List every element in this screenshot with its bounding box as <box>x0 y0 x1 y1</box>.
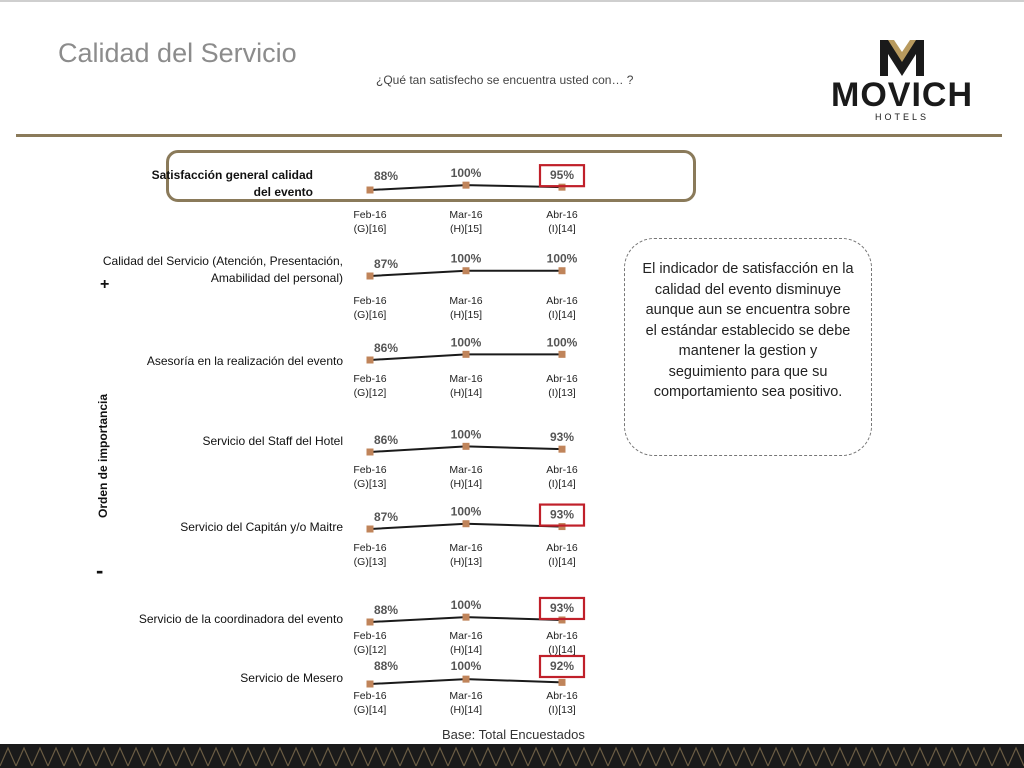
data-label: 88% <box>374 659 399 673</box>
x-tick-sublabel: (I)[14] <box>548 309 576 321</box>
data-label: 100% <box>546 335 578 350</box>
data-point <box>367 449 374 456</box>
data-point <box>559 679 566 686</box>
row-label-text: Satisfacción general calidad del evento <box>151 168 313 199</box>
data-point <box>463 443 470 450</box>
data-label: 100% <box>546 251 578 266</box>
x-tick-label: Abr-16 <box>546 209 578 221</box>
x-tick-label: Mar-16 <box>449 630 483 642</box>
x-tick-label: Abr-16 <box>546 630 578 642</box>
x-tick-sublabel: (G)[16] <box>353 309 387 321</box>
data-point <box>463 351 470 358</box>
data-point <box>559 446 566 453</box>
data-label: 86% <box>374 341 399 355</box>
x-tick-sublabel: (H)[15] <box>449 309 483 321</box>
x-tick-sublabel: (H)[15] <box>449 223 483 235</box>
x-tick-sublabel: (I)[13] <box>548 704 576 716</box>
x-tick-sublabel: (I)[14] <box>548 478 576 490</box>
data-label: 100% <box>450 166 482 181</box>
row-label-text: Calidad del Servicio (Atención, Presentación, Amabilidad del personal) <box>102 254 343 285</box>
page-subtitle: ¿Qué tan satisfecho se encuentra usted con… ? <box>376 73 634 87</box>
data-point <box>367 357 374 364</box>
row-label-text: Servicio del Staff del Hotel <box>202 434 343 448</box>
axis-label-orden: Orden de importancia <box>96 393 110 518</box>
data-point <box>367 187 374 194</box>
data-label: 95% <box>549 168 575 183</box>
logo-subtext: HOTELS <box>874 112 930 122</box>
x-tick-sublabel: (H)[14] <box>449 644 483 656</box>
x-tick-sublabel: (G)[12] <box>353 644 387 656</box>
x-tick-label: Mar-16 <box>449 690 483 702</box>
x-tick-sublabel: (G)[14] <box>353 704 387 716</box>
page-title: Calidad del Servicio <box>58 38 297 68</box>
x-tick-sublabel: (I)[14] <box>548 223 576 235</box>
data-point <box>559 351 566 358</box>
x-tick-label: Feb-16 <box>353 295 387 307</box>
x-tick-label: Feb-16 <box>353 630 387 642</box>
x-tick-label: Abr-16 <box>546 690 578 702</box>
data-point <box>463 267 470 274</box>
x-tick-sublabel: (I)[14] <box>548 644 576 656</box>
x-tick-label: Mar-16 <box>449 295 483 307</box>
data-point <box>367 273 374 280</box>
data-point <box>463 676 470 683</box>
data-point <box>559 267 566 274</box>
x-tick-label: Mar-16 <box>449 373 483 385</box>
data-point <box>463 182 470 189</box>
x-tick-label: Abr-16 <box>546 295 578 307</box>
data-label: 100% <box>450 335 482 350</box>
x-tick-sublabel: (G)[12] <box>353 387 387 399</box>
data-label: 100% <box>450 598 482 613</box>
x-tick-label: Abr-16 <box>546 542 578 554</box>
data-label: 88% <box>374 603 399 617</box>
x-tick-label: Feb-16 <box>353 690 387 702</box>
x-tick-label: Feb-16 <box>353 373 387 385</box>
bottom-pattern-band <box>0 744 1024 768</box>
x-tick-label: Feb-16 <box>353 209 387 221</box>
x-tick-sublabel: (H)[14] <box>449 478 483 490</box>
data-label: 100% <box>450 659 482 673</box>
plus-sign: + <box>100 276 110 293</box>
x-tick-label: Mar-16 <box>449 464 483 476</box>
x-tick-label: Abr-16 <box>546 464 578 476</box>
data-point <box>367 526 374 533</box>
row-label-text: Servicio de Mesero <box>240 671 343 685</box>
data-label: 92% <box>549 659 575 673</box>
data-label: 100% <box>450 251 482 266</box>
x-tick-sublabel: (G)[13] <box>353 556 387 568</box>
data-label: 87% <box>374 510 399 524</box>
minus-sign: - <box>96 558 104 583</box>
x-tick-label: Feb-16 <box>353 542 387 554</box>
logo-text: MOVICH <box>831 76 973 114</box>
x-tick-label: Mar-16 <box>449 542 483 554</box>
data-label: 87% <box>374 257 399 271</box>
data-point <box>463 520 470 527</box>
row-label-text: Servicio del Capitán y/o Maitre <box>180 520 343 534</box>
x-tick-sublabel: (H)[13] <box>449 556 483 568</box>
x-tick-sublabel: (H)[14] <box>449 704 483 716</box>
base-text: Base: Total Encuestados <box>442 727 585 742</box>
data-point <box>463 614 470 621</box>
x-tick-label: Abr-16 <box>546 373 578 385</box>
data-label: 100% <box>450 427 482 442</box>
data-point <box>367 681 374 688</box>
data-label: 93% <box>549 507 575 522</box>
data-label: 88% <box>374 169 399 183</box>
x-tick-sublabel: (H)[14] <box>449 387 483 399</box>
x-tick-sublabel: (I)[14] <box>548 556 576 568</box>
data-label: 93% <box>549 430 575 445</box>
data-point <box>367 619 374 626</box>
row-label-text: Servicio de la coordinadora del evento <box>138 612 343 626</box>
x-tick-sublabel: (I)[13] <box>548 387 576 399</box>
row-label-text: Asesoría en la realización del evento <box>146 354 343 368</box>
data-label: 100% <box>450 504 482 519</box>
x-tick-label: Mar-16 <box>449 209 483 221</box>
x-tick-label: Feb-16 <box>353 464 387 476</box>
insight-note: El indicador de satisfacción en la calidad del evento disminuye aunque aun se encuentra sobre el estándar establecido se debe mantener la gestion y seguimiento para que su comportamiento sea positivo. <box>624 238 872 456</box>
x-tick-sublabel: (G)[13] <box>353 478 387 490</box>
data-label: 93% <box>549 600 575 615</box>
x-tick-sublabel: (G)[16] <box>353 223 387 235</box>
data-label: 86% <box>374 433 399 447</box>
